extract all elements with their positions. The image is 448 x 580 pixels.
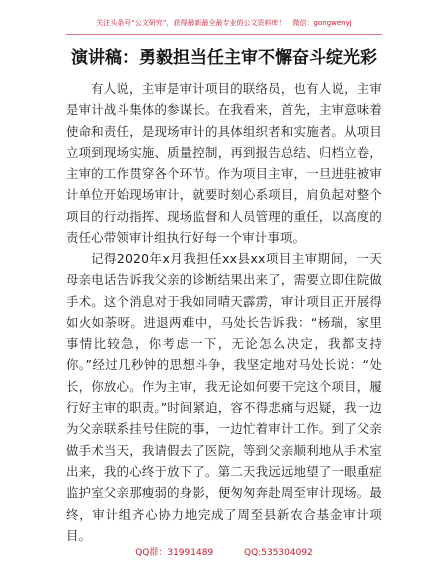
- header-note: 关注头条号“公文研究”，获得最新最全最专业的公文资料库！ 微信：gongwenyj: [96, 19, 352, 27]
- footer-qq-group: QQ群：31991489: [135, 548, 214, 558]
- footer-contact: [0, 545, 448, 558]
- body-paragraph-2: 记得2020年x月我担任xx县xx项目主审期间，一天母亲电话告诉我父亲的诊断结果出来了，需要立即住院做手术。这个消息对于我如同晴天霹雳，审计项目正开展得如火如荼呀。进退两难中，马处长告诉我：“杨瑞，家里事情比较急，你考虑一下，无论怎么决定，我都支持你。”经过几秒钟的思想斗争，我坚定地对马处长说：“处长，你放心。作为主审，我无论如何要干完这个项目，履行好主审的职责。”时间紧迫，容不得悲痛与迟疑，我一边为父亲联系挂号住院的事，一边忙着审计工作。到了父亲做手术当天，我请假去了医院，等到父亲顺利地从手术室出来，我的心终于放下了。第二天我远远地望了一眼重症监护室父亲那瘦弱的身影，便匆匆奔赴周至审计现场。最终，审计组齐心协力地完成了周至县新农合基金审计项目。: [66, 251, 382, 543]
- header-divider: [66, 34, 382, 35]
- body-paragraph-1: 有人说，主审是审计项目的联络员，也有人说，主审是审计战斗集体的参谋长。在我看来，首先，主审意味着使命和责任，是现场审计的具体组织者和实施者。从项目立项到现场实施、质量控制，再到报告总结、归档立卷，主审的工作贯穿各个环节。作为项目主审，一旦进驻被审计单位开始现场审计，就要时刻心系项目，肩负起对整个项目的行动指挥、现场监督和人员管理的重任，以高度的责任心带领审计组执行好每一个审计事项。: [66, 81, 382, 246]
- page-title: 演讲稿：勇毅担当任主审不懈奋斗绽光彩: [71, 48, 377, 68]
- footer-qq: QQ:535304092: [244, 548, 313, 558]
